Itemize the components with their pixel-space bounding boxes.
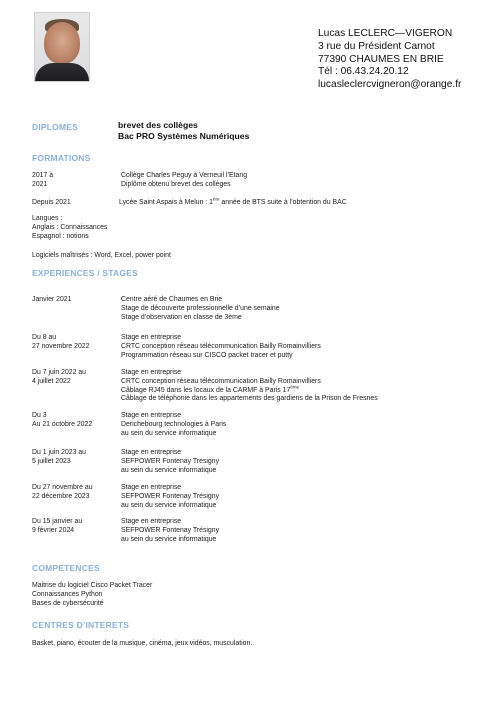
name: Lucas LECLERC—VIGERON <box>318 28 453 39</box>
formation-detail <box>121 172 247 190</box>
address-line-1: 3 rue du Président Carnot <box>318 40 435 52</box>
experience-line: au sein du service informatique <box>121 429 217 437</box>
profile-photo <box>34 12 90 82</box>
experience-line <box>121 384 378 396</box>
phone: Tél : 06.43.24.20.12 <box>318 66 409 78</box>
photo-shirt <box>35 63 89 81</box>
diploma-item: brevet des collèges <box>118 120 198 130</box>
date-end: 5 juillet 2023 <box>32 457 71 465</box>
competence-item: Bases de cybersécurité <box>32 599 104 607</box>
experience-line: SEFPOWER Fontenay Trésigny <box>121 492 220 500</box>
formation-line: année de BTS suite à l’obtention du BAC <box>219 199 347 206</box>
experience-line: Câblage de téléphonie dans les appartements des gardiens de la Prison de Fresnes <box>121 395 378 403</box>
formation-line: Collège Charles Peguy à Verneuil l’Etang <box>121 172 248 179</box>
experience-detail <box>121 369 378 404</box>
date-end: 22 décembre 2023 <box>32 492 90 500</box>
date-end: 27 novembre 2022 <box>32 342 90 350</box>
competences-list <box>32 582 152 608</box>
experience-line: au sein du service informatique <box>121 535 217 543</box>
experience-line: Stage de découverte professionnelle d’une semaine <box>121 304 280 312</box>
experience-detail <box>121 296 280 322</box>
languages-title: Langues : <box>32 215 63 222</box>
formation-line: Diplôme obtenu brevet des collèges <box>121 180 231 188</box>
experience-date: Janvier 2021 <box>32 296 72 303</box>
date-end: 2021 <box>32 180 48 188</box>
interests-text: Basket, piano, écouter de la musique, cinéma, jeux vidéos, musculation. <box>32 640 253 647</box>
experience-detail <box>121 449 219 475</box>
experience-line: Derichebourg technologies à Paris <box>121 420 227 428</box>
contact-block <box>318 28 461 92</box>
section-competences: COMPETENCES <box>32 563 100 573</box>
experience-line: Stage en entreprise <box>121 484 182 491</box>
email: lucasleclercvigneron@orange.fr <box>318 79 462 91</box>
experience-line: Centre aéré de Chaumes en Brie <box>121 296 223 303</box>
superscript: ère <box>212 196 220 202</box>
superscript: ème <box>290 384 300 390</box>
experience-line: Stage en entreprise <box>121 412 182 419</box>
photo-face <box>44 22 80 64</box>
formation-date: Depuis 2021 <box>32 199 71 206</box>
languages-block <box>32 215 107 241</box>
experience-line: Stage en entreprise <box>121 518 182 525</box>
experience-date <box>32 484 93 502</box>
experience-date <box>32 369 86 387</box>
experience-date <box>32 412 92 430</box>
experience-line: au sein du service informatique <box>121 501 217 509</box>
experience-line-text: Câblage RJ45 dans les locaux de la CARMF à Paris 17 <box>121 386 291 394</box>
date-start: Du 27 novembre au <box>32 484 93 491</box>
language-item: Anglais : Connaissances <box>32 223 108 231</box>
experience-line: Stage en entreprise <box>121 449 182 456</box>
language-item: Espagnol : notions <box>32 232 89 240</box>
section-diplomes: DIPLOMES <box>32 122 78 132</box>
experience-line: SEFPOWER Fontenay Tresigny <box>121 457 220 465</box>
section-experiences: EXPERIENCES / STAGES <box>32 268 138 278</box>
experience-line: au sein du service informatique <box>121 466 217 474</box>
formation-date <box>32 172 53 190</box>
experience-date <box>32 449 86 467</box>
experience-date <box>32 518 82 536</box>
experience-date <box>32 334 89 352</box>
date-start: Du 15 janvier au <box>32 518 83 525</box>
experience-line: Stage d’observation en classe de 3ème <box>121 313 242 321</box>
experience-detail <box>121 412 226 438</box>
date-start: Du 7 juin 2022 au <box>32 369 87 376</box>
date-start: 2017 à <box>32 172 54 179</box>
date-end: 4 juillet 2022 <box>32 377 71 385</box>
experience-line: CRTC conception réseau télécommunication Bailly Romainvilliers <box>121 377 321 385</box>
experience-detail <box>121 484 219 510</box>
date-start: Du 3 <box>32 412 47 419</box>
experience-detail <box>121 518 219 544</box>
experience-line: Programmation réseau sur CISCO packet tracer et putty <box>121 351 293 359</box>
address-line-2: 77390 CHAUMES EN BRIE <box>318 53 444 65</box>
experience-line: SEFPOWER Fontenay Trésigny <box>121 526 220 534</box>
software-skills: Logiciels maîtrisés : Word, Excel, power point <box>32 252 171 259</box>
experience-line: Stage en entreprise <box>121 369 182 376</box>
formation-detail <box>119 196 347 208</box>
date-start: Du 1 juin 2023 au <box>32 449 87 456</box>
section-interests: CENTRES D’INTERETS <box>32 620 130 630</box>
date-end: 9 février 2024 <box>32 526 75 534</box>
experience-detail <box>121 334 321 360</box>
date-end: Au 21 octobre 2022 <box>32 420 93 428</box>
diploma-item: Bac PRO Systèmes Numériques <box>118 130 250 141</box>
competence-item: Maitrise du logiciel Cisco Packet Tracer <box>32 582 153 589</box>
formation-line: Lycée Saint Aspais à Melun : 1 <box>119 199 213 206</box>
experience-line: Stage en entreprise <box>121 334 182 341</box>
competence-item: Connaissances Python <box>32 590 103 598</box>
diplomas-list <box>118 120 249 141</box>
date-start: Du 8 au <box>32 334 57 341</box>
experience-line: CRTC conception réseau télécommunication Bailly Romainvilliers <box>121 342 321 350</box>
section-formations: FORMATIONS <box>32 153 91 163</box>
